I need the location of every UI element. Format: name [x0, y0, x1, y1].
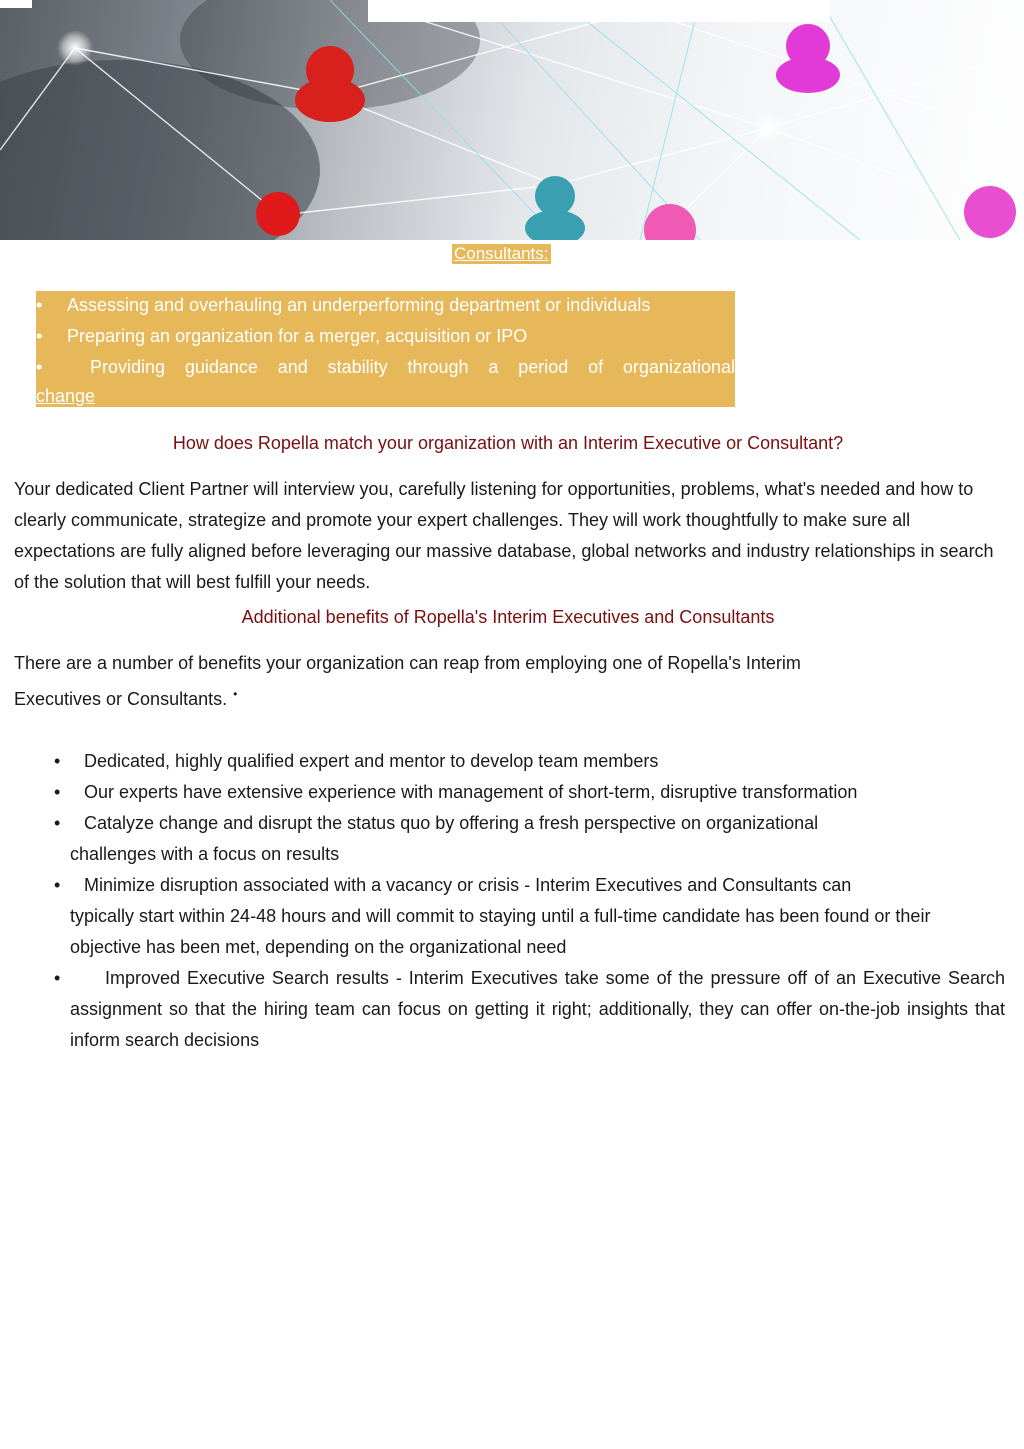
body-paragraph — [14, 474, 1010, 598]
highlight-continuation: change — [36, 386, 96, 406]
bullet: • — [54, 875, 61, 895]
section-heading: Additional benefits of Ropella's Interim Executives and Consultants — [241, 607, 775, 627]
network-person-icon — [525, 176, 585, 240]
highlight-item-text: Assessing and overhauling an underperforming department or individuals — [67, 295, 651, 315]
bullet: • — [54, 782, 61, 802]
list-item-text-cont: typically start within 24-48 hours and will commit to staying until a full-time candidate has been found or their objective has been met, depending on the organizational need — [70, 906, 931, 957]
list-item-text: Our experts have extensive experience with management of short-term, disruptive transformation — [84, 782, 858, 802]
banner-whitespace — [368, 0, 830, 22]
bullet: • — [36, 357, 43, 377]
bullet: • — [36, 326, 43, 346]
list-item-text: Minimize disruption associated with a vacancy or crisis - Interim Executives and Consultants can — [84, 875, 852, 895]
highlight-item-text: Providing guidance and stability through a period of organizational — [90, 357, 735, 377]
bullet: • — [54, 968, 61, 988]
intro-line: There are a number of benefits your organization can reap from employing one of Ropella's Interim — [14, 653, 801, 673]
list-item-text: Catalyze change and disrupt the status quo by offering a fresh perspective on organizational — [84, 813, 819, 833]
bullet: • — [36, 295, 43, 315]
intro-line — [14, 679, 1010, 715]
bullet: • — [54, 813, 61, 833]
banner-whitespace — [0, 0, 32, 8]
intro-mark: • — [233, 687, 238, 701]
network-person-icon — [644, 204, 696, 240]
intro-line-text: Executives or Consultants. — [14, 689, 228, 709]
list-item-text: Improved Executive Search results - Interim Executives take some of the pressure off of an — [105, 968, 857, 988]
bullet: • — [54, 751, 61, 771]
highlight-item-text: Preparing an organization for a merger, acquisition or IPO — [67, 326, 528, 346]
network-person-icon — [964, 186, 1016, 238]
network-person-icon — [776, 24, 840, 93]
intro-paragraph — [14, 648, 1010, 715]
list-item-text: Dedicated, highly qualified expert and mentor to develop team members — [84, 751, 659, 771]
highlight-item — [36, 353, 735, 381]
list-item-text-cont: Executive Search assignment so that the hiring team can focus on getting it right; additionally, they can offer on-the-job insights that inform search decisions — [70, 968, 1005, 1050]
hero-banner — [0, 0, 1024, 240]
consultants-label: Consultants: — [454, 244, 549, 263]
network-person-icon — [256, 192, 300, 236]
paragraph-text: Your dedicated Client Partner will interview you, carefully listening for opportunities, problems, what's needed and how to clearly communicate, strategize and promote your expert challenges. They will work thoughtfully to make sure all expectations are fully aligned before leveraging our massive database, global networks and industry relationships in search of the solution that will best fulfill your needs. — [14, 479, 994, 592]
section-heading: How does Ropella match your organization with an Interim Executive or Consultant? — [172, 433, 844, 453]
highlight-item — [36, 322, 735, 350]
highlight-item — [36, 291, 735, 319]
highlight-list — [36, 291, 735, 407]
list-item-text-cont: challenges with a focus on results — [70, 844, 340, 864]
network-illustration — [0, 0, 1024, 240]
